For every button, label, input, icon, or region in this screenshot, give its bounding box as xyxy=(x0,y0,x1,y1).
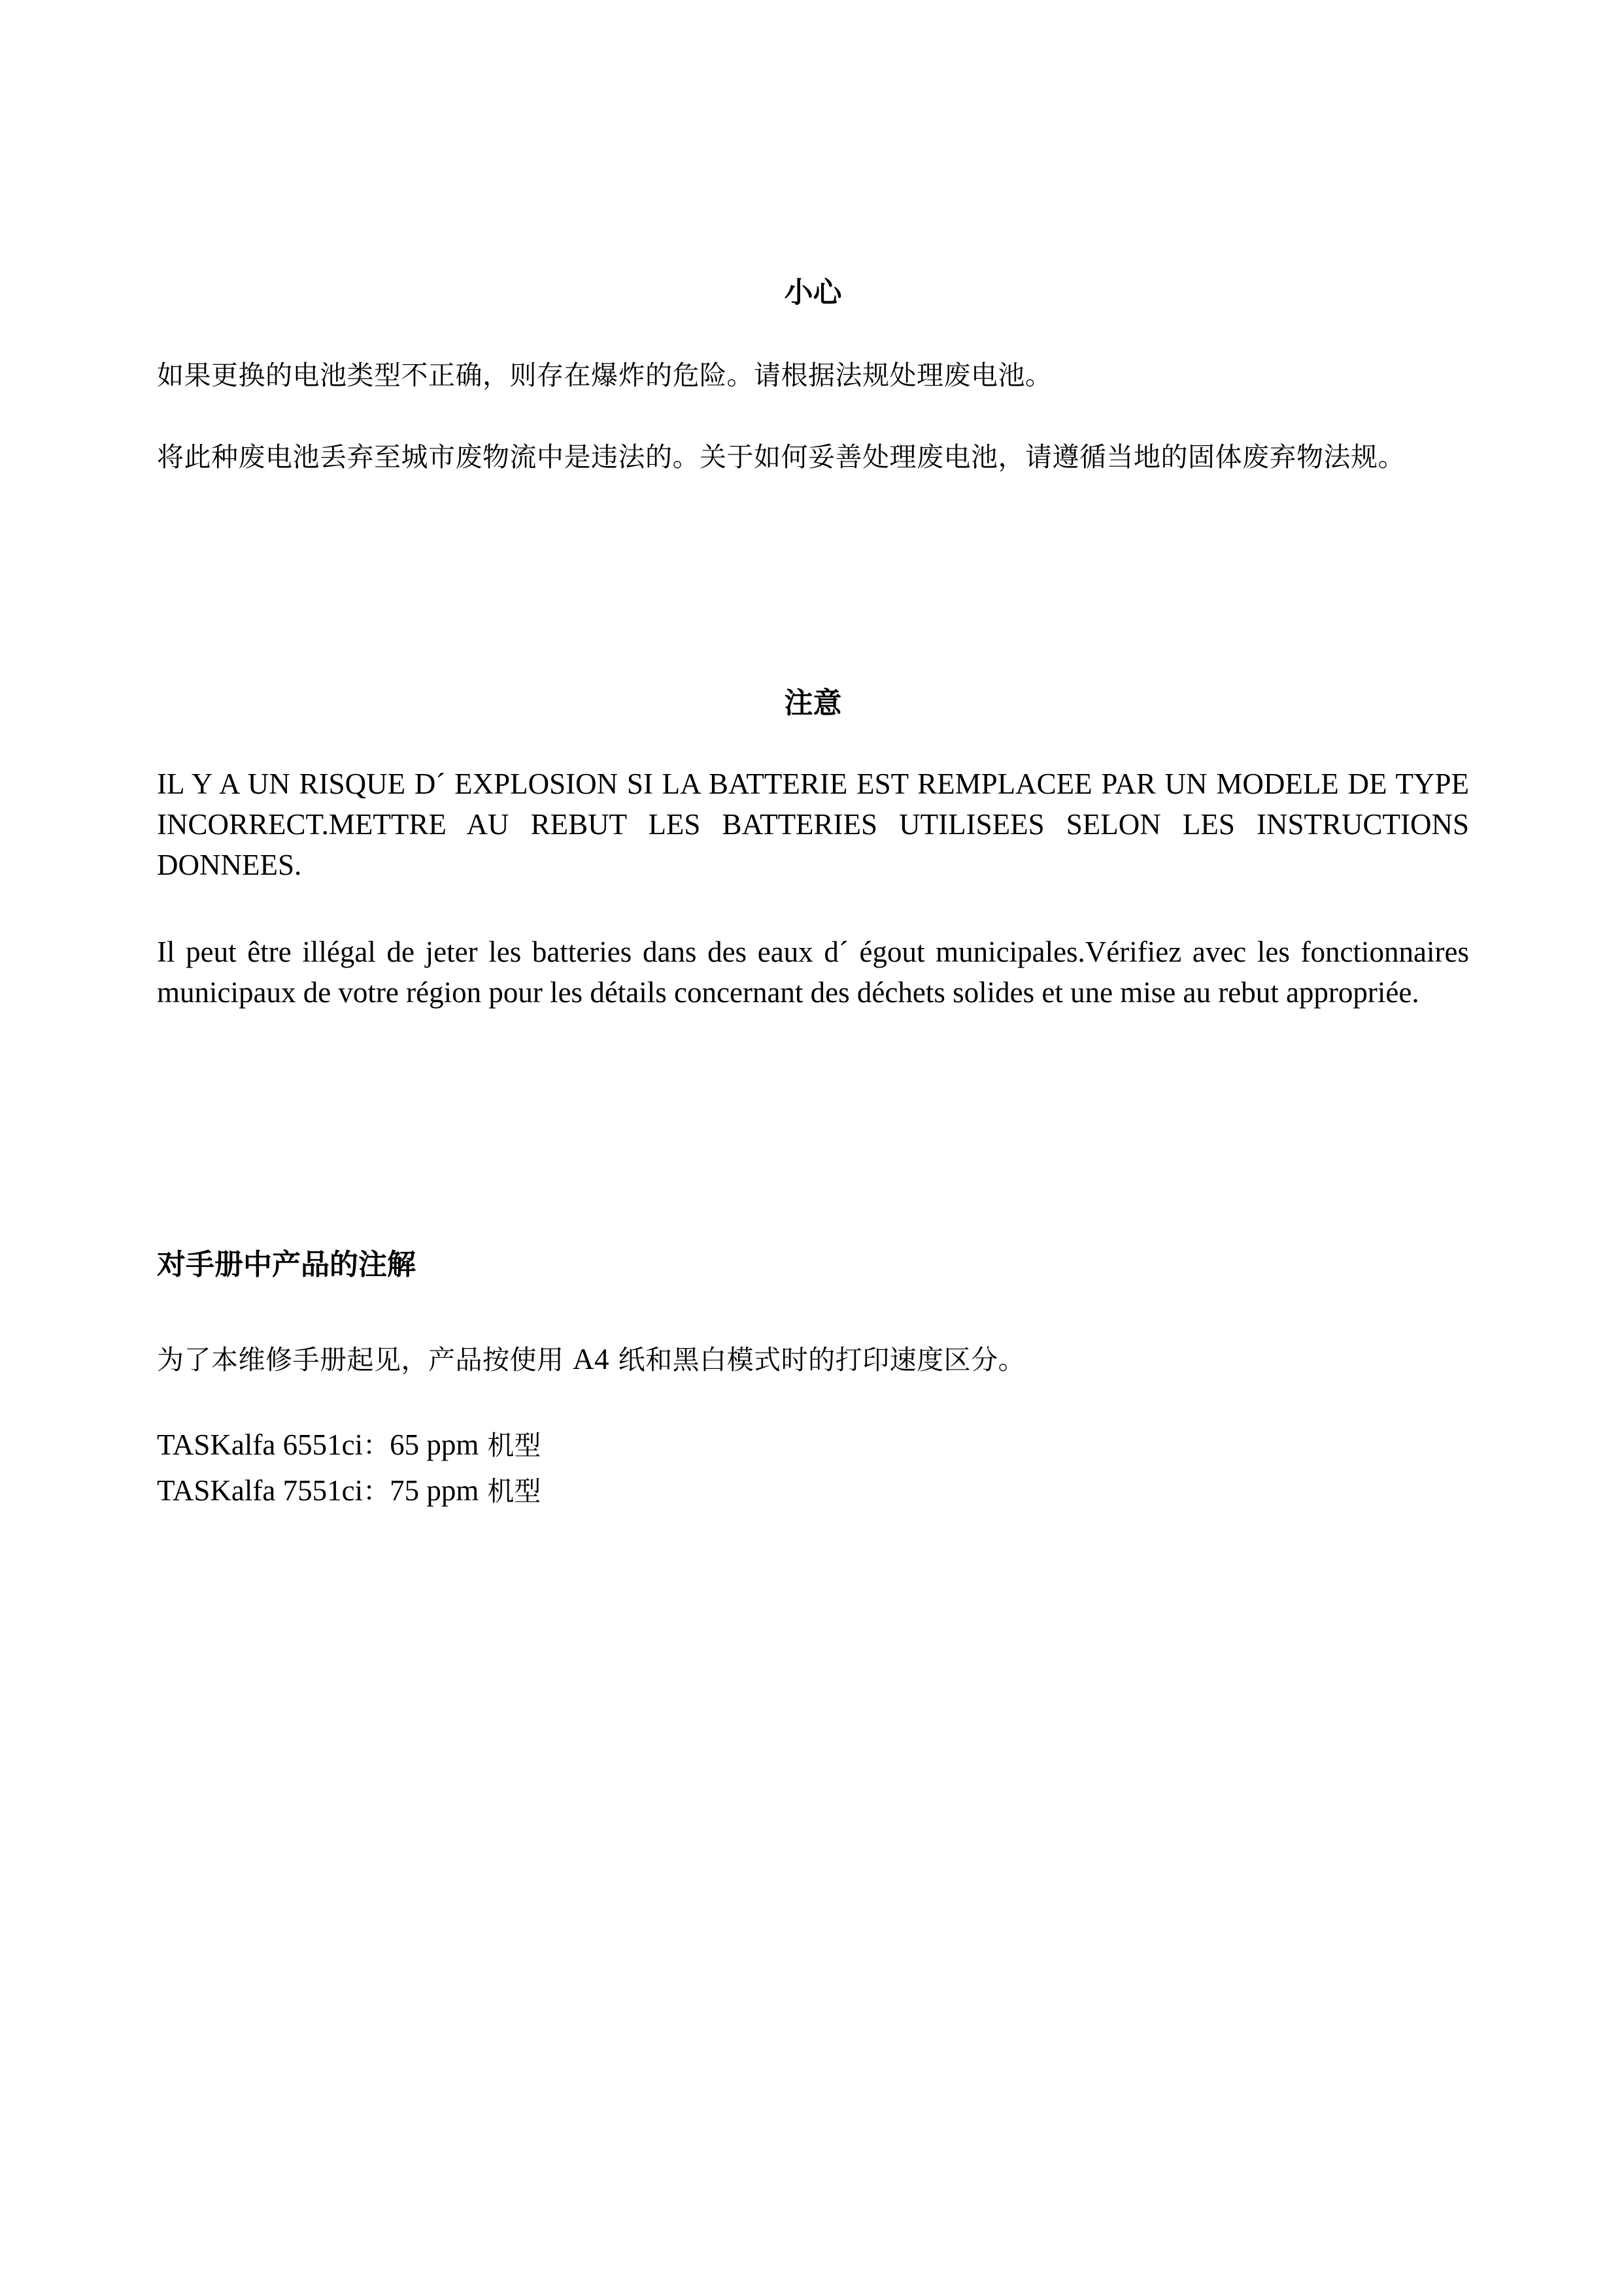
model-speed: 75 ppm xyxy=(390,1474,479,1507)
model-speed: 65 ppm xyxy=(390,1428,479,1461)
model-separator: ： xyxy=(363,1476,390,1507)
product-notes-intro xyxy=(157,1335,1469,1385)
model-name: TASKalfa 7551ci xyxy=(157,1474,364,1507)
caution-cn-paragraph-1: 如果更换的电池类型不正确，则存在爆炸的危险。请根据法规处理废电池。 xyxy=(157,360,1053,391)
model-line xyxy=(157,1422,541,1468)
intro-text-post: 纸和黑白模式时的打印速度区分。 xyxy=(609,1344,1026,1375)
caution-cn-paragraph-2: 将此种废电池丢弃至城市废物流中是违法的。关于如何妥善处理废电池，请遵循当地的固体废弃物法规。 xyxy=(157,441,1405,473)
caution-cn-title: 小心 xyxy=(784,276,842,309)
model-separator: ： xyxy=(363,1430,390,1461)
caution-fr-paragraph-2: Il peut être illégal de jeter les batteries dans des eaux d´ égout municipales.Vérifiez avec les fonctionnaires municipaux de votre région pour les détails concernant des déchets solides et une mise au rebut appropriée. xyxy=(157,936,1469,1009)
model-name: TASKalfa 6551ci xyxy=(157,1428,364,1461)
caution-fr-paragraph-1: IL Y A UN RISQUE D´ EXPLOSION SI LA BATTERIE EST REMPLACEE PAR UN MODELE DE TYPE INCORRECT.METTRE AU REBUT LES BATTERIES UTILISEES SELON LES INSTRUCTIONS DONNEES. xyxy=(157,767,1469,881)
product-notes-title: 对手册中产品的注解 xyxy=(157,1248,416,1281)
model-suffix: 机型 xyxy=(479,1430,541,1461)
model-line xyxy=(157,1468,541,1514)
intro-paper-size: A4 xyxy=(573,1343,610,1375)
caution-fr-title: 注意 xyxy=(784,686,842,720)
document-page xyxy=(157,0,1469,2294)
model-suffix: 机型 xyxy=(479,1476,541,1507)
intro-text-pre: 为了本维修手册起见，产品按使用 xyxy=(157,1344,573,1375)
